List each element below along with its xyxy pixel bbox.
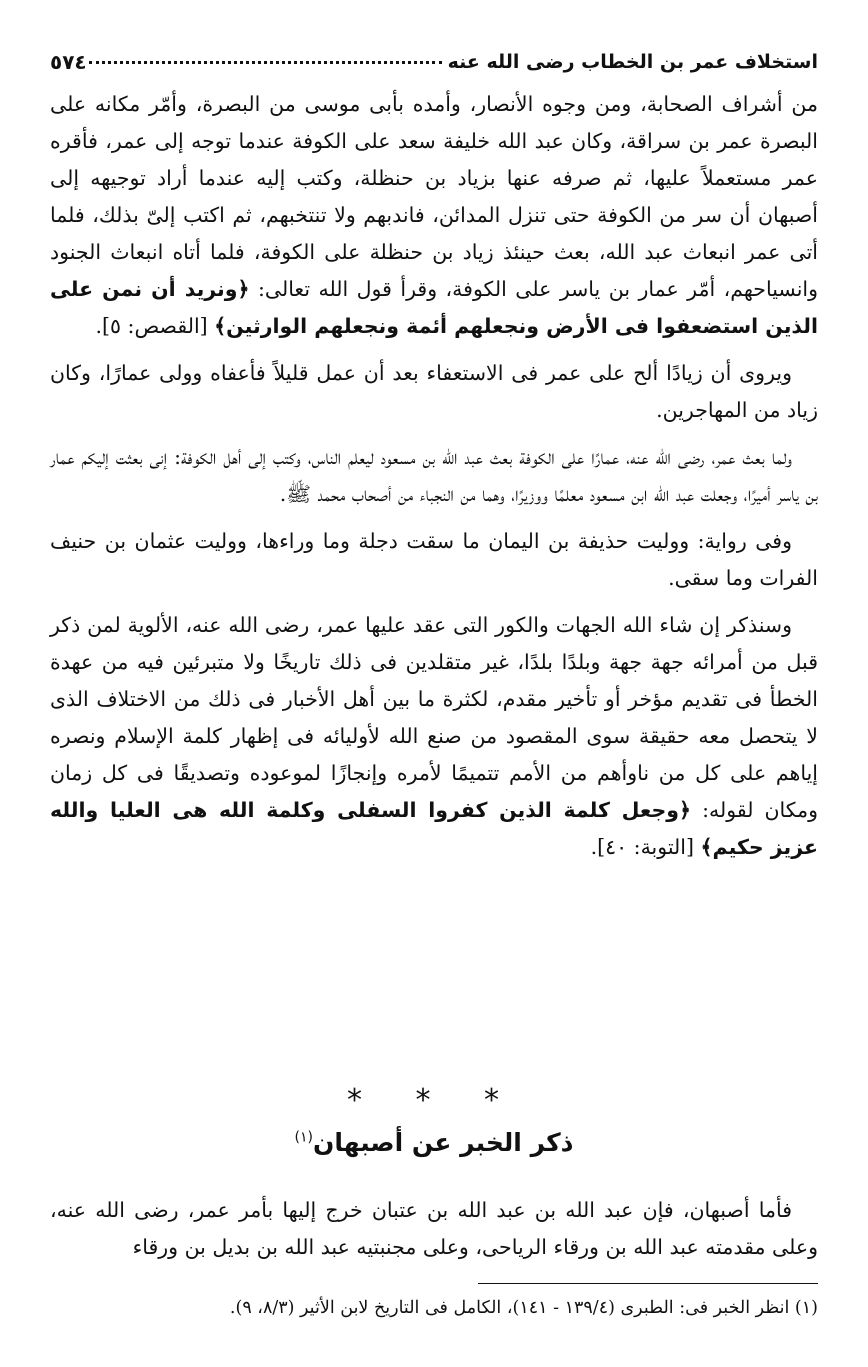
paragraph-5	[50, 607, 818, 866]
paragraph-3: ولما بعث عمر، رضى الله عنه، عمارًا على الكوفة بعث عبد الله بن مسعود ليعلم الناس، وكتب إلى أهل الكوفة: إنى بعثت إليكم عمار بن ياسر أميرًا، وجعلت عبد الله ابن مسعود معلمًا ووزيرًا، وهما من النجباء من أصحاب محمد ﷺ.	[50, 445, 818, 506]
paragraph-2: ويروى أن زيادًا ألح على عمر فى الاستعفاء بعد أن عمل قليلاً فأعفاه وولى عمارًا، وكان زياد من المهاجرين.	[50, 361, 818, 422]
page-number: ٥٧٤	[50, 50, 87, 74]
section-separator: * * *	[346, 1083, 522, 1118]
section-heading	[0, 1128, 868, 1157]
quran-verse: ﴿ونريد أن نمن على الذين استضعفوا فى الأرض ونجعلهم أئمة ونجعلهم الوارثين﴾	[50, 277, 818, 338]
paragraph-1	[50, 86, 818, 345]
paragraph-text: وسنذكر إن شاء الله الجهات والكور التى عقد عليها عمر، رضى الله عنه، الألوية لمن ذكر قبل من أمرائه جهة جهة وبلدًا بلدًا، غير متقلدين فى ذلك تاريخًا ولا متبرئين فيه من عهدة الخطأ فى تقديم مؤخر أو تأخير مقدم، لكثرة ما بين أهل الأخبار فى ذلك من الاختلاف الذى لا يتحصل معه حقيقة سوى المقصود من صنع الله لأوليائه فى إظهار كلمة الإسلام ونصره إياهم على كل من ناوأهم من الأمم تتميمًا لأمره وإنجازًا لموعوده وتصديقًا فى كل زمان ومكان لقوله:	[50, 613, 819, 822]
footnote: (١) انظر الخبر فى: الطبرى (١٣٩/٤ - ١٤١)، الكامل فى التاريخ لابن الأثير (٨/٣، ٩).	[229, 1298, 818, 1318]
paragraph-6: فأما أصبهان، فإن عبد الله بن عبد الله بن عتبان خرج إليها بأمر عمر، رضى الله عنه، وعلى مقدمته عبد الله بن ورقاء الرياحى، وعلى مجنبتيه عبد الله بن بديل بن ورقاء	[50, 1198, 818, 1259]
paragraph-4: وفى رواية: ووليت حذيفة بن اليمان ما سقت دجلة وما وراءها، ووليت عثمان بن حنيف الفرات وما سقى.	[50, 529, 818, 590]
quran-verse: ﴿وجعل كلمة الذين كفروا السفلى وكلمة الله هى العليا والله عزيز حكيم﴾	[50, 798, 818, 859]
leader-dots	[89, 61, 442, 64]
main-text	[50, 86, 818, 866]
running-title: استخلاف عمر بن الخطاب رضى الله عنه	[447, 51, 818, 73]
footnote-divider	[478, 1283, 818, 1284]
verse-reference: [التوبة: ٤٠].	[590, 835, 701, 859]
verse-reference: [القصص: ٥].	[95, 314, 215, 338]
section-paragraph	[50, 1192, 818, 1266]
page-header	[50, 44, 818, 80]
footnote-marker: (١)	[294, 1129, 313, 1146]
paragraph-text: من أشراف الصحابة، ومن وجوه الأنصار، وأمده بأبى موسى من البصرة، وأمّر مكانه على البصرة عمر بن سراقة، وكان عبد الله خليفة سعد على الكوفة عندما توجه إلى عمر، فأقره عمر مستعملاً عليها، ثم صرفه عنها بزياد بن حنظلة، وكتب إليه عندما أراد توجيهه إلى أصبهان أن سر من الكوفة حتى تنزل المدائن، فاندبهم ولا تنتخبهم، ثم اكتب إلىّ بذلك، فلما أتى عمر انبعاث عبد الله، بعث حينئذ زياد بن حنظلة على الكوفة، فلما أتاه انبعاث الجنود وانسياحهم، أمّر عمار بن ياسر على الكوفة، وقرأ قول الله تعالى:	[50, 92, 818, 301]
section-heading-text: ذكر الخبر عن أصبهان	[312, 1128, 574, 1157]
